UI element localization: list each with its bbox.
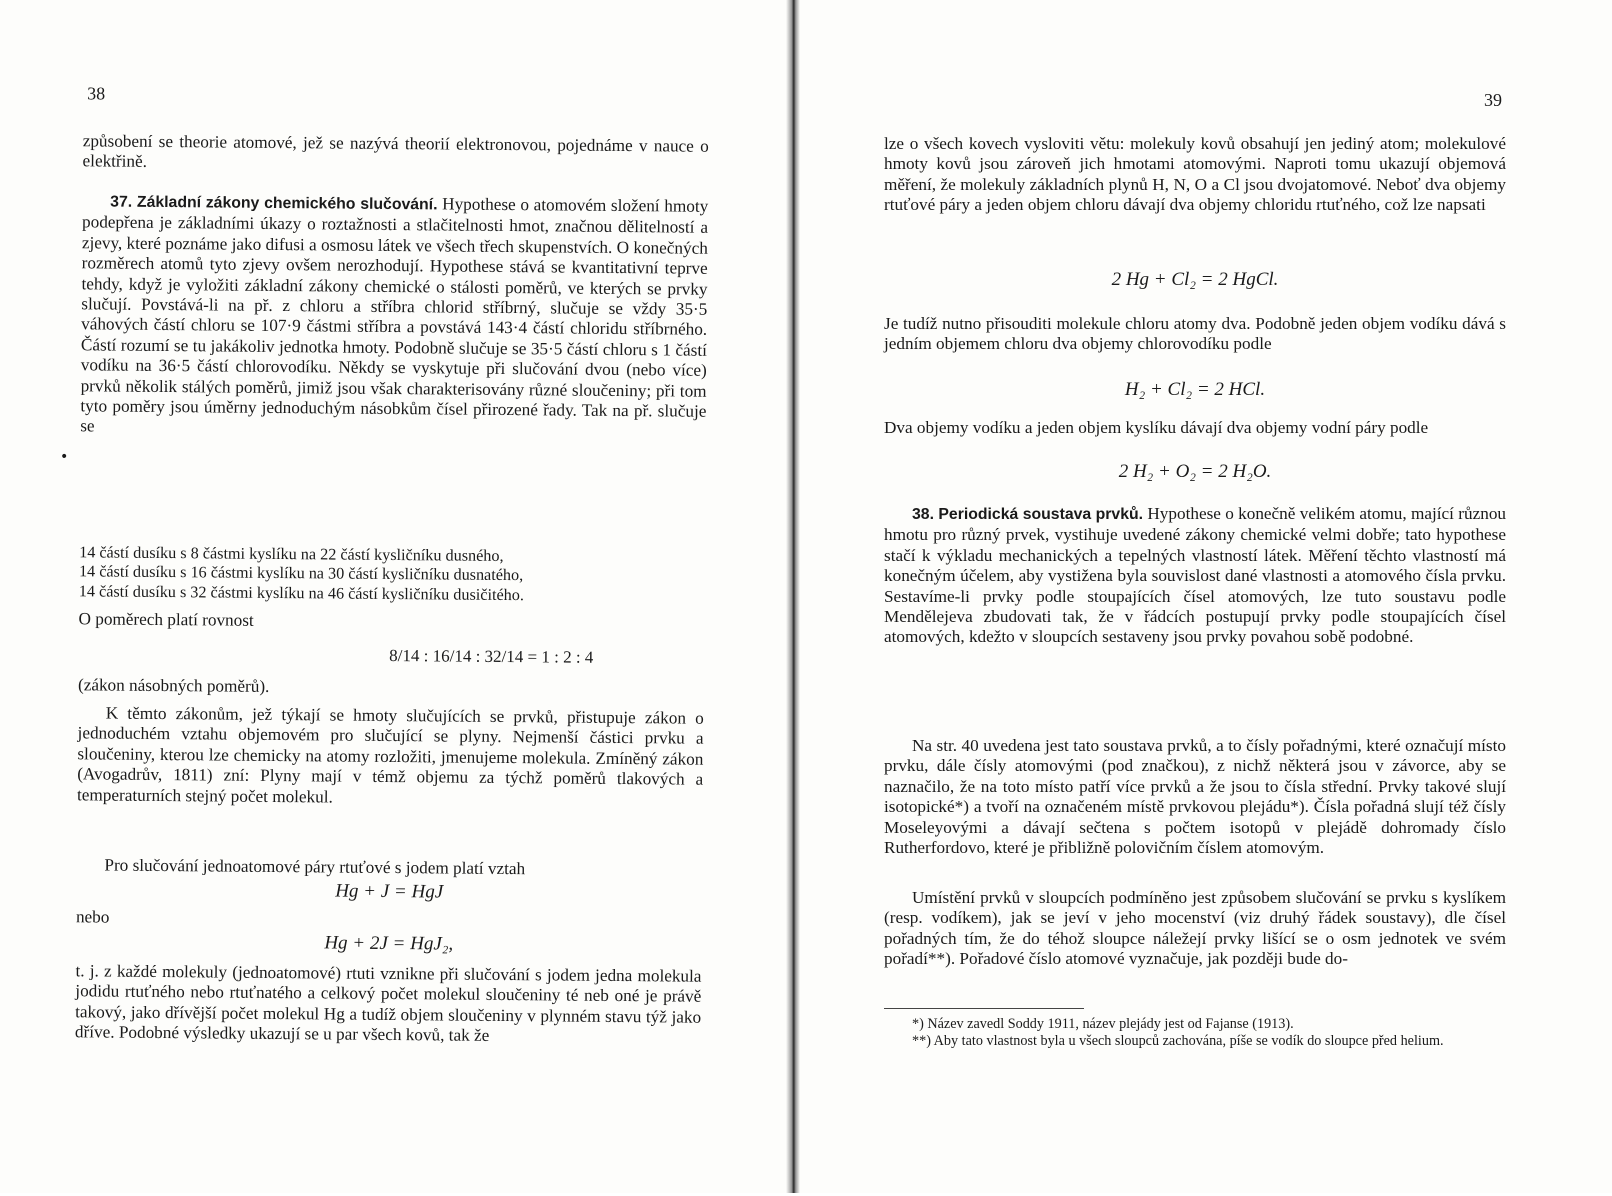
right-formula-3: [884, 462, 1506, 482]
formula-hg-j: Hg + J = HgJ: [335, 880, 444, 903]
right-page: [800, 0, 1612, 1193]
book-gutter: [786, 0, 800, 1193]
isotope-text: Na str. 40 uvedena jest tato soustava prvků, a to čísly pořadnými, které označují místo prvku, dále čísly atomovými (pod značkou), z nichž některá jsou v závorce, aby se naznačilo, že na toto místo patří více prvků a že jsou to čísla střední. Prvky takové slují isotopické*) a tvoří na označeném místě prvkovou plejádu*). Čísla pořadná slují též čísly Moseleyovými a dávají sečtena s počtem isotopů v plejádě dohromady číslo Rutherfordovo, které je přibližně polovičním číslem atomovým.: [884, 736, 1506, 858]
footnote-rule: [884, 1008, 1084, 1009]
formula-h2o: 2 H₂ + O₂ = 2 H₂O.: [1118, 461, 1272, 482]
chlorine-text: Je tudíž nutno přisouditi molekule chloru atomy dva. Podobně jeden objem vodíku dává s jedním objemem chloru dva objemy chlorovodíku podle: [884, 314, 1506, 354]
mercury-intro-text: Pro slučování jednoatomové páry rtuťové s jodem platí vztah: [104, 855, 526, 879]
ratio-line-3: 14 částí dusíku s 32 částmi kyslíku na 46 částí kysličníku dusičitého.: [78, 582, 525, 604]
section-37-paragraph: [80, 191, 708, 442]
formula-hg-2j: Hg + 2J = HgJ₂,: [324, 932, 454, 955]
ratio-line-1: 14 částí dusíku s 8 částmi kyslíku na 22 částí kysličníku dusného,: [79, 543, 504, 565]
right-intro-text: lze o všech kovech vysloviti větu: molekuly kovů obsahují jen jediný atom; molekulové hmoty kovů jsou zároveň jich hmotami atomovými. Naproti tomu ukazují objemová měření, že molekuly základních plynů H, N, O a Cl jsou dvojatomové. Neboť dva objemy rtuťové páry a jeden objem chloru dávají dva objemy chloridu rtuťného, což lze napsati: [884, 134, 1506, 215]
formula-hg-cl: 2 Hg + Cl₂ = 2 HgCl.: [1111, 269, 1279, 290]
ratio-law-text: (zákon násobných poměrů).: [77, 675, 270, 696]
mercury-intro: [76, 855, 702, 881]
footnotes: [884, 1016, 1506, 1049]
right-formula-1: [884, 270, 1506, 290]
columns-text: Umístění prvků v sloupcích podmíněno jest způsobem slučování se prvku s kyslíkem (resp. vodíkem), jak se jeví v jeho mocenství (viz druhý řádek soustavy), dle čísel pořadných tím, že do téhož sloupce náležejí prvky lišící se o osm jednotek ve svém pořadí**). Pořadové číslo atomové vyznačuje, jak později bude do-: [884, 888, 1506, 969]
chlorine-paragraph: [884, 314, 1506, 355]
formula-h-cl: H₂ + Cl₂ = 2 HCl.: [1124, 379, 1266, 400]
ratio-intro: [78, 609, 704, 635]
left-intro-paragraph: [82, 131, 708, 177]
section-37-heading: 37. Základní zákony chemického slučování.: [110, 193, 438, 214]
section-38-heading: 38. Periodická soustava prvků.: [912, 506, 1144, 523]
avogadro-text: K těmto zákonům, jež týkají se hmoty slučujících se prvků, přistupuje zákon o jednoduchém vztahu objemovém pro slučující se plyny. Nejmenší částici prvku a sloučeniny, kterou lze chemicky na atomy rozložiti, jmenujeme molekula. Zmíněný zákon (Avogadrův, 1811) zní: Plyny mají v témž objemu za týchž poměrů tlakových a temperaturních stejný počet molekul.: [76, 703, 704, 807]
ratio-lines: [79, 543, 705, 607]
page-number-right: 39: [1484, 90, 1502, 110]
section-38-body: Hypothese o konečně velikém atomu, mající různou hmotu pro různý prvek, vystihuje uvedené zákony chemické velmi dobře; tato hypothese stačí k výkladu mechanických a tepelných vlastností látek. Měření těchto vlastností má konečným účelem, aby vystižena byla souvislost dané vlastnosti a atomového čísla prvku. Sestavíme-li prvky podle stoupajících čísel atomových, lze tuto soustavu podle Mendělejeva zbudovati tak, že v řádcích postupují prvky podle stoupajících čísel atomových, kdežto v sloupcích sestaveny jsou prvky povahou sobě podobné.: [884, 504, 1507, 647]
or-line: [76, 907, 702, 933]
mercury-formula-2: [76, 931, 702, 957]
ratio-equation-text: 8/14 : 16/14 : 32/14 = 1 : 2 : 4: [389, 645, 594, 667]
right-formula-2: [884, 380, 1506, 400]
avogadro-paragraph: [77, 703, 704, 810]
left-intro-text: způsobení se theorie atomové, jež se nazývá theorií elektronovou, pojednáme v nauce o elektřině.: [82, 131, 709, 172]
margin-dot: •: [59, 449, 69, 466]
ratio-line-2: 14 částí dusíku s 16 částmi kyslíku na 30 částí kysličníku dusnatého,: [78, 562, 524, 585]
page-number-left: 38: [87, 83, 106, 104]
mercury-formula-1: [76, 879, 702, 905]
columns-paragraph: [884, 888, 1506, 970]
ratio-equation: [78, 643, 704, 669]
left-final-paragraph: [75, 961, 702, 1048]
isotope-paragraph: [884, 736, 1506, 858]
water-text: Dva objemy vodíku a jeden objem kyslíku dávají dva objemy vodní páry podle: [884, 418, 1429, 437]
right-intro-paragraph: [884, 134, 1506, 216]
section-37: [80, 191, 708, 442]
section-38-paragraph: [884, 504, 1506, 648]
left-final-text: t. j. z každé molekuly (jednoatomové) rtuti vznikne při slučování s jodem jedna molekula jodidu rtuťného nebo rtuťnatého a celkový počet molekul sloučeniny té neb oné je právě takový, jako dřívější počet molekul Hg a tudíž objem sloučeniny v plynném stavu týž jako dříve. Podobné výsledky ukazují se u par všech kovů, tak že: [74, 961, 702, 1046]
or-word: nebo: [75, 907, 110, 927]
ratio-law: [78, 675, 704, 701]
section-38: [884, 504, 1506, 648]
section-37-body: Hypothese o atomovém složení hmoty podepřena je základními úkazy o roztažnosti a stlačitelnosti hmot, značnou dělitelností a zjevy, které poznáme jako difusi a osmosu látek ve všech třech skupenstvích. O konečných rozměrech atomů tyto zjevy ovšem nerozhodují. Hypothese stává se kvantitativní teprve tehdy, když je vyložiti základní zákony chemické o stálosti poměrů, ve kterých se prvky slučují. Povstává-li na př. z chloru a stříbra chlorid stříbrný, slučuje se vždy 35·5 váhových částí chloru se 107·9 částmi stříbra a povstává 143·4 částí chloridu stříbrného. Částí rozumí se tu jakákoliv jednotka hmoty. Podobně slučuje se 35·5 částí chloru s 1 částí vodíku na 36·5 částí chlorovodíku. Někdy se vyskytuje při slučování dvou (nebo více) prvků několik stálých poměrů, jimiž jsou však charakterisovány různé sloučeniny; při tom tyto poměry jsou úměrny jednoduchým násobkům čísel přirozené řady. Tak na př. slučuje se: [80, 194, 709, 436]
footnote-1: *) Název zavedl Soddy 1911, název plejády jest od Fajanse (1913).: [912, 1016, 1294, 1032]
left-page: [0, 0, 786, 1196]
ratio-intro-text: O poměrech platí rovnost: [78, 609, 254, 630]
footnote-2: **) Aby tato vlastnost byla u všech sloupců zachována, píše se vodík do sloupce před helium.: [912, 1032, 1444, 1049]
water-paragraph: [884, 418, 1506, 438]
